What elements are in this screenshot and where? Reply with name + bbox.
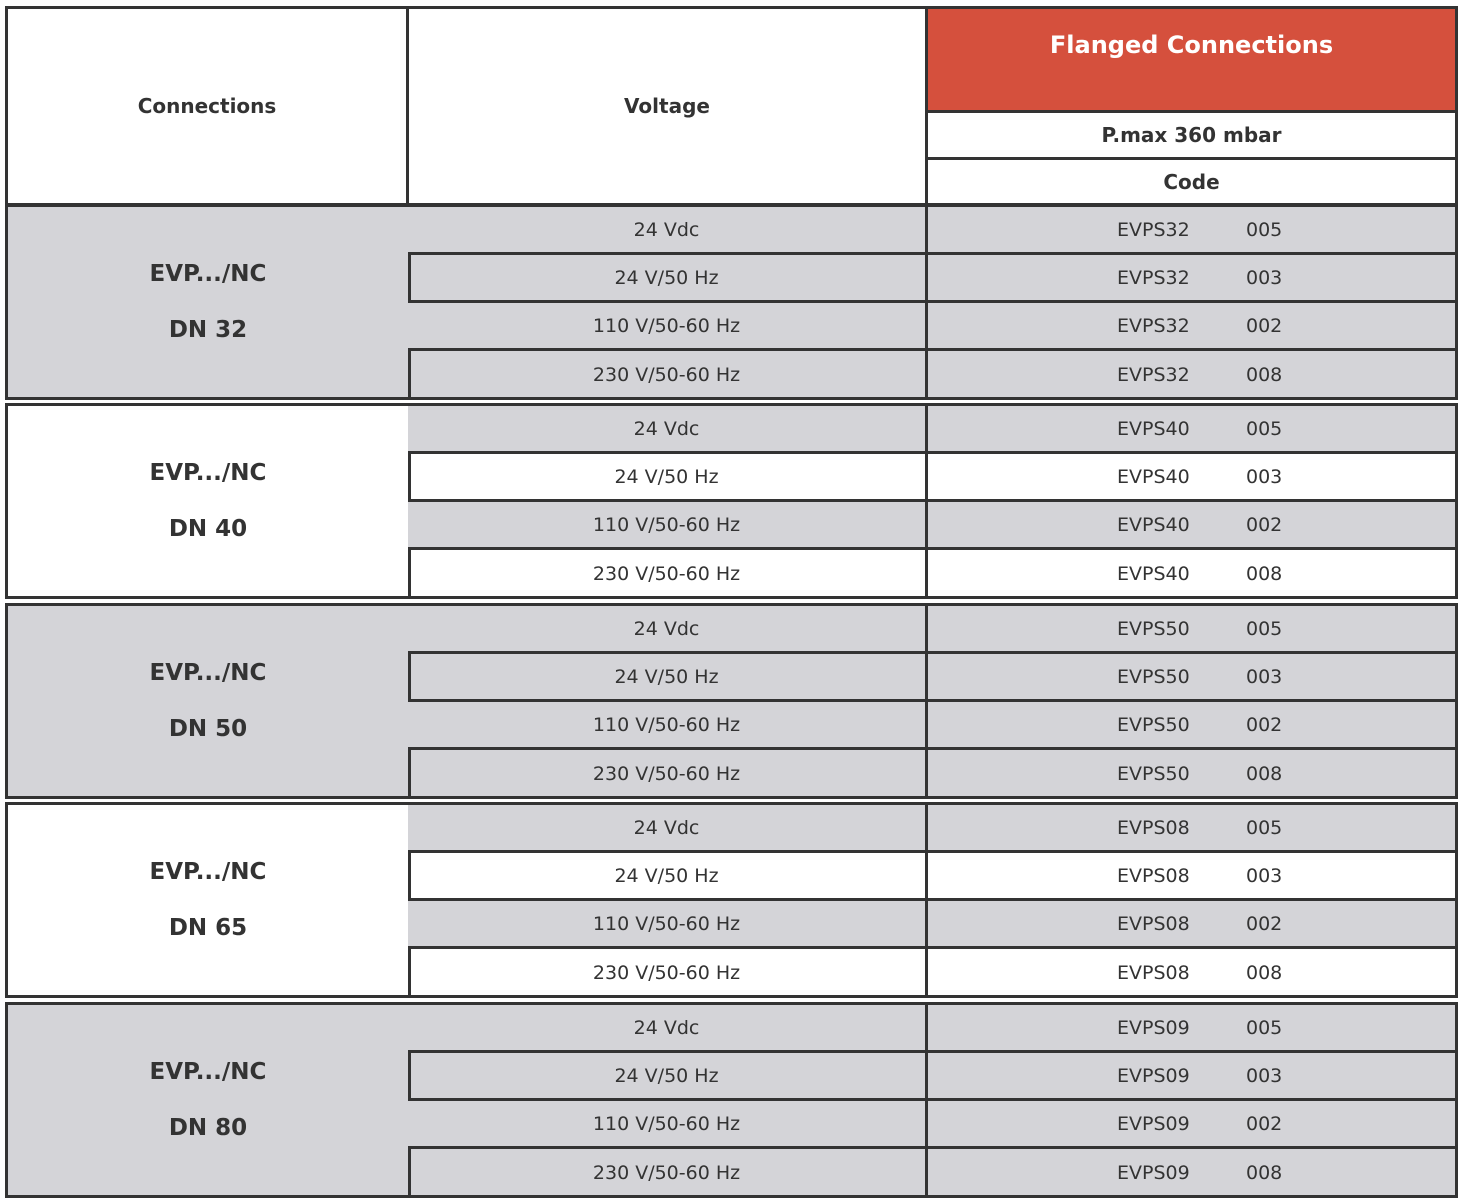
- voltage-cell: 110 V/50-60 Hz: [408, 1101, 928, 1146]
- code-cell: [928, 702, 1455, 747]
- code-prefix: EVPS50: [1117, 665, 1190, 688]
- voltage-cell: 110 V/50-60 Hz: [408, 303, 928, 348]
- voltage-cell: 230 V/50-60 Hz: [408, 750, 928, 798]
- connection-cell: [8, 1005, 411, 1195]
- table-row: [408, 1053, 1455, 1101]
- code-cell: [928, 1053, 1455, 1098]
- code-cell: [928, 303, 1455, 348]
- table-row: [408, 255, 1455, 303]
- voltage-cell: 230 V/50-60 Hz: [408, 351, 928, 399]
- connections-header: [5, 6, 409, 206]
- voltage-cell: 24 V/50 Hz: [408, 255, 928, 300]
- voltage-cell: 230 V/50-60 Hz: [408, 550, 928, 598]
- code-cell: [928, 351, 1455, 399]
- voltage-cell: 24 Vdc: [408, 406, 928, 451]
- connection-model: EVP.../NC: [149, 261, 267, 287]
- flanged-connections-label: Flanged Connections: [1049, 31, 1334, 59]
- code-prefix: EVPS50: [1117, 617, 1190, 640]
- code-prefix: EVPS08: [1117, 962, 1190, 984]
- connection-size: DN 32: [168, 317, 248, 343]
- code-prefix: EVPS09: [1117, 1162, 1190, 1184]
- connection-model: EVP.../NC: [149, 660, 267, 686]
- code-cell: [928, 805, 1455, 850]
- connection-size: DN 65: [168, 915, 248, 941]
- connection-cell: [8, 805, 411, 995]
- code-suffix: 003: [1246, 864, 1283, 887]
- code-prefix: EVPS40: [1117, 465, 1190, 488]
- connection-block: [5, 802, 1458, 998]
- voltage-cell: 110 V/50-60 Hz: [408, 502, 928, 547]
- code-prefix: EVPS32: [1117, 218, 1190, 241]
- connection-size: DN 50: [168, 716, 248, 742]
- connection-cell: [8, 606, 411, 796]
- connection-block: [5, 204, 1458, 400]
- code-cell: [928, 1101, 1455, 1146]
- voltage-cell: 24 V/50 Hz: [408, 1053, 928, 1098]
- code-prefix: EVPS32: [1117, 266, 1190, 289]
- code-suffix: 005: [1246, 816, 1283, 839]
- code-suffix: 002: [1246, 912, 1283, 935]
- connection-block: [5, 1002, 1458, 1198]
- code-suffix: 002: [1246, 513, 1283, 536]
- code-suffix: 005: [1246, 417, 1283, 440]
- code-prefix: EVPS50: [1117, 763, 1190, 785]
- connection-size: DN 40: [168, 516, 248, 542]
- voltage-cell: 110 V/50-60 Hz: [408, 901, 928, 946]
- voltage-cell: 24 Vdc: [408, 1005, 928, 1050]
- table-row: [408, 1005, 1455, 1053]
- voltage-cell: 24 V/50 Hz: [408, 654, 928, 699]
- code-prefix: EVPS40: [1117, 563, 1190, 585]
- table-row: [408, 805, 1455, 853]
- voltage-cell: 230 V/50-60 Hz: [408, 1149, 928, 1197]
- connections-header-label: Connections: [137, 94, 277, 118]
- pressure-header: [925, 110, 1458, 160]
- code-suffix: 002: [1246, 314, 1283, 337]
- table-row: [408, 550, 1455, 598]
- table-row: [408, 454, 1455, 502]
- table-row: [408, 702, 1455, 750]
- table-row: [408, 303, 1455, 351]
- connection-model: EVP.../NC: [149, 1059, 267, 1085]
- code-prefix: EVPS32: [1117, 364, 1190, 386]
- table-row: [408, 406, 1455, 454]
- code-suffix: 002: [1246, 1112, 1283, 1135]
- code-label: Code: [1163, 169, 1220, 194]
- table-row: [408, 901, 1455, 949]
- table-row: [408, 351, 1455, 399]
- code-cell: [928, 207, 1455, 252]
- voltage-cell: 110 V/50-60 Hz: [408, 702, 928, 747]
- code-cell: [928, 949, 1455, 997]
- table-row: [408, 1149, 1455, 1197]
- connection-cell: [8, 207, 411, 397]
- table-row: [408, 606, 1455, 654]
- code-suffix: 008: [1246, 962, 1283, 984]
- table-row: [408, 750, 1455, 798]
- pressure-label: P.max 360 mbar: [1101, 123, 1282, 147]
- code-cell: [928, 454, 1455, 499]
- code-prefix: EVPS08: [1117, 912, 1190, 935]
- code-suffix: 003: [1246, 266, 1283, 289]
- code-cell: [928, 1005, 1455, 1050]
- code-suffix: 003: [1246, 1064, 1283, 1087]
- code-prefix: EVPS32: [1117, 314, 1190, 337]
- connection-cell: [8, 406, 411, 596]
- voltage-cell: 24 V/50 Hz: [408, 454, 928, 499]
- code-prefix: EVPS40: [1117, 513, 1190, 536]
- table-row: [408, 853, 1455, 901]
- voltage-cell: 24 Vdc: [408, 207, 928, 252]
- code-suffix: 002: [1246, 713, 1283, 736]
- table-row: [408, 654, 1455, 702]
- connection-block: [5, 603, 1458, 799]
- code-cell: [928, 606, 1455, 651]
- table-row: [408, 502, 1455, 550]
- connection-model: EVP.../NC: [149, 460, 267, 486]
- code-prefix: EVPS09: [1117, 1112, 1190, 1135]
- voltage-header: [406, 6, 928, 206]
- code-prefix: EVPS09: [1117, 1016, 1190, 1039]
- code-cell: [928, 502, 1455, 547]
- voltage-cell: 230 V/50-60 Hz: [408, 949, 928, 997]
- code-cell: [928, 550, 1455, 598]
- code-cell: [928, 1149, 1455, 1197]
- code-suffix: 005: [1246, 218, 1283, 241]
- flanged-connections-header: [925, 6, 1458, 113]
- code-suffix: 008: [1246, 1162, 1283, 1184]
- code-prefix: EVPS08: [1117, 864, 1190, 887]
- table-row: [408, 949, 1455, 997]
- table-row: [408, 207, 1455, 255]
- code-suffix: 008: [1246, 763, 1283, 785]
- code-suffix: 005: [1246, 1016, 1283, 1039]
- code-cell: [928, 255, 1455, 300]
- code-suffix: 008: [1246, 563, 1283, 585]
- connection-block: [5, 403, 1458, 599]
- voltage-cell: 24 V/50 Hz: [408, 853, 928, 898]
- voltage-cell: 24 Vdc: [408, 606, 928, 651]
- code-suffix: 003: [1246, 665, 1283, 688]
- code-prefix: EVPS50: [1117, 713, 1190, 736]
- code-header: [925, 157, 1458, 206]
- code-prefix: EVPS40: [1117, 417, 1190, 440]
- code-cell: [928, 750, 1455, 798]
- connection-size: DN 80: [168, 1115, 248, 1141]
- code-suffix: 003: [1246, 465, 1283, 488]
- code-cell: [928, 853, 1455, 898]
- table-row: [408, 1101, 1455, 1149]
- voltage-cell: 24 Vdc: [408, 805, 928, 850]
- voltage-header-label: Voltage: [624, 94, 710, 118]
- code-suffix: 008: [1246, 364, 1283, 386]
- code-prefix: EVPS09: [1117, 1064, 1190, 1087]
- code-cell: [928, 406, 1455, 451]
- code-cell: [928, 654, 1455, 699]
- code-suffix: 005: [1246, 617, 1283, 640]
- code-cell: [928, 901, 1455, 946]
- code-prefix: EVPS08: [1117, 816, 1190, 839]
- connection-model: EVP.../NC: [149, 859, 267, 885]
